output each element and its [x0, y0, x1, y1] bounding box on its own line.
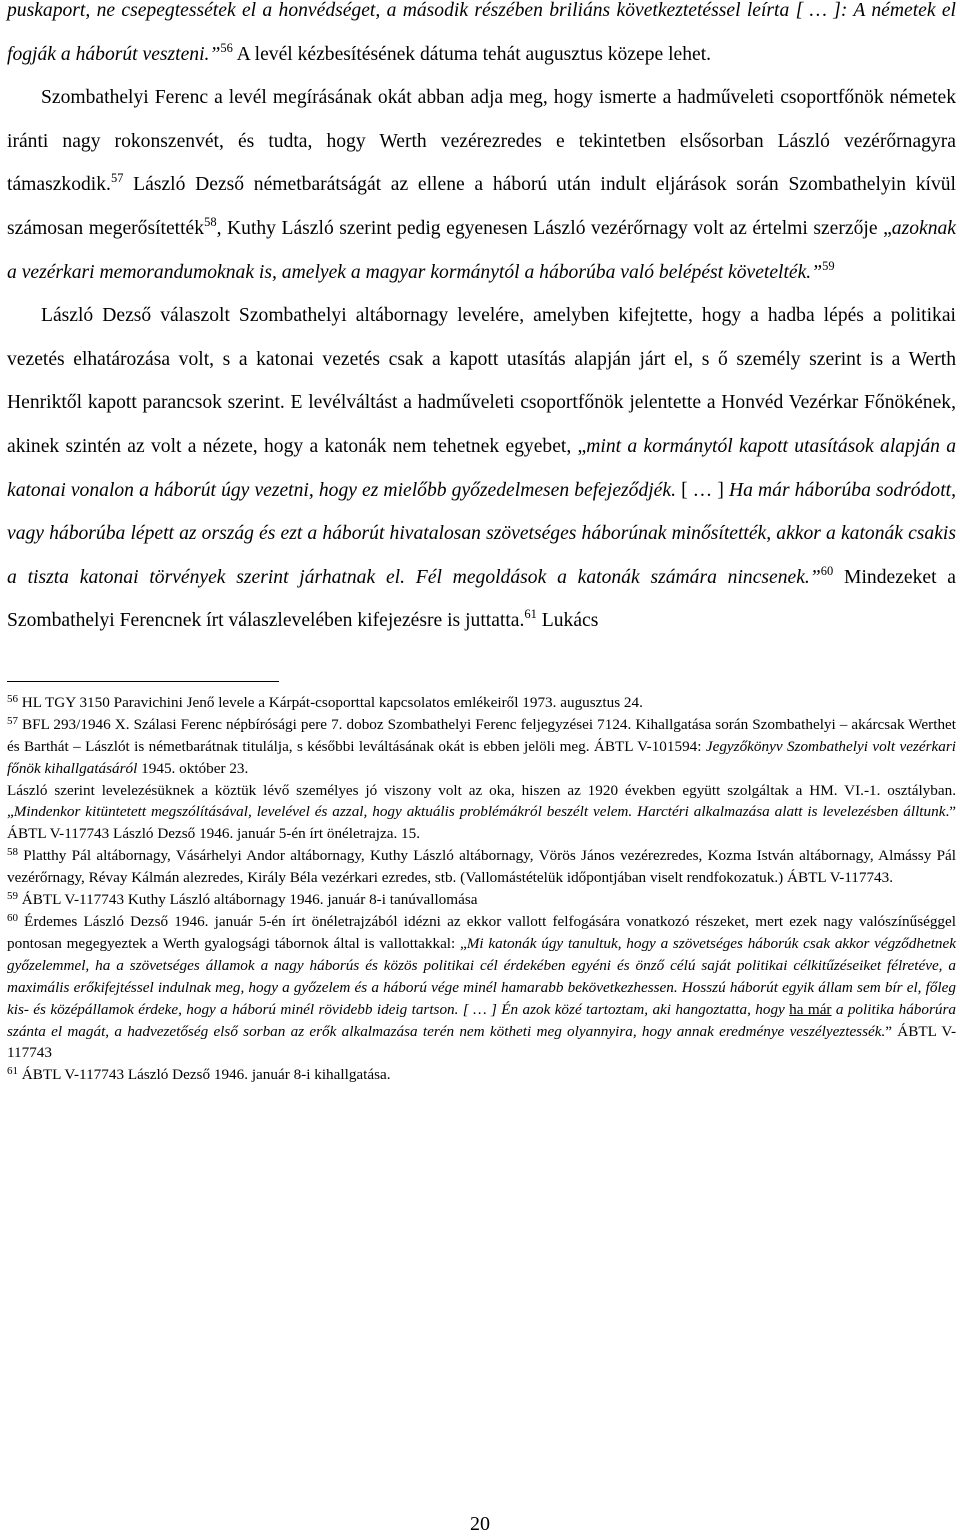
paragraph-2	[7, 76, 956, 294]
footnote-text: ÁBTL V-117743 László Dezső 1946. január 8-i kihallgatása.	[18, 1066, 391, 1084]
footnote-number: 61	[7, 1065, 18, 1078]
footnote-number: 59	[7, 890, 18, 903]
footnote-ref-60[interactable]: 60	[820, 563, 834, 578]
quote-text: Ha már háborúba sodródott, vagy háborúba lépett az ország és ezt a háborút hivatalosan szövetséges háborúnak minősítették, akkor a katonák csakis a tiszta katonai törvények szerint járhatnak el. Fél megoldások a katonák számára nincsenek.”	[7, 479, 956, 588]
footnote-57	[7, 714, 956, 780]
body-text-run: Mindezeket a Szombathelyi Ferencnek írt válaszlevelében kifejezésre is juttatta.	[7, 566, 957, 632]
body-text	[7, 0, 956, 643]
footnote-text: László szerint levelezésüknek a köztük lévő személyes jó viszony volt az oka, hiszen az 1920 években együtt szolgáltak a HM. VI.-1. osztályban. „	[7, 781, 956, 821]
footnote-text: Platthy Pál altábornagy, Vásárhelyi Andor altábornagy, Kuthy László altábornagy, Vörös János vezérezredes, Kozma István altábornagy, Almássy Pál vezérőrnagy, Révay Kálmán alezredes, Király Béla vezérkari ezredes, stb. (Vallomástételük időpontjában viselt rendfokozatuk.) ÁBTL V-117743.	[7, 847, 956, 887]
paragraph-1	[7, 0, 956, 76]
footnote-58	[7, 845, 956, 889]
body-text-run: László Dezső németbarátságát az ellene a háború után indult eljárások során Szombathelyin kívül számosan megerősítették	[7, 174, 956, 239]
footnote-ref-61[interactable]: 61	[524, 607, 537, 622]
body-text-run: Szombathelyi Ferenc a levél megírásának okát abban adja meg, hogy ismerte a hadműveleti csoportfőnök németek iránti nagy rokonszenvét, és tudta, hogy Werth vezérezredes e tekintetben elsősorban László vezérőrnagyra támaszkodik.	[7, 87, 956, 196]
footnote-57-continued	[7, 780, 956, 846]
footnote-text: 1945. október 23.	[137, 759, 249, 777]
footnote-title: Jegyzőkönyv Szombathelyi volt vezérkari főnök kihallgatásáról	[7, 737, 956, 777]
footnote-ref-56[interactable]: 56	[220, 40, 233, 55]
body-text-run: László Dezső válaszolt Szombathelyi altábornagy levelére, amelyben kifejtette, hogy a hadba lépés a politikai vezetés elhatározása volt, s a katonai vezetés csak a kapott utasítás alapján járt el, s ő személy szerint is a Werth Henriktől kapott parancsok szerint. E levélváltást a hadműveleti csoportfőnök jelentette a Honvéd Vezérkar Főnökének, akinek szintén az volt a nézete, hogy a katonák nem tehetnek egyebet, „	[7, 305, 956, 457]
body-text-run: , Kuthy László szerint pedig egyenesen László vezérőrnagy volt az értelmi szerzője „	[216, 217, 892, 239]
body-text-run: A levél kézbesítésének dátuma tehát augusztus közepe lehet.	[232, 43, 712, 65]
footnote-text: .” ÁBTL V-117743 László Dezső 1946. január 5-én írt önéletrajza. 15.	[7, 803, 956, 843]
footnote-59	[7, 889, 956, 911]
paragraph-3	[7, 294, 956, 643]
footnote-quote: a politika háborúra szánta el magát, a hadvezetőség első sorban az erők alkalmazása terén nem kötheti meg olyannyira, hogy annak eredménye veszélyeztessék.	[7, 1000, 956, 1040]
footnote-separator	[7, 681, 279, 682]
footnote-56	[7, 692, 956, 714]
quote-text: mint a kormánytól kapott utasítások alapján a katonai vonalon a háborút úgy vezetni, hogy ez mielőbb győzedelmesen befejeződjék.	[7, 435, 956, 501]
footnote-60	[7, 911, 956, 1064]
footnote-ref-59[interactable]: 59	[822, 258, 835, 273]
footnote-text: BFL 293/1946 X. Szálasi Ferenc népbírósági pere 7. doboz Szombathelyi Ferenc feljegyzései 7124. Kihallgatása során Szombathelyi – akárcsak Werthet és Barthát – Lászlót is németbarátnak titulálja, s későbbi leváltásának okát is ebben jelöli meg. ÁBTL V-101594:	[7, 715, 956, 755]
footnote-number: 57	[7, 714, 18, 727]
footnote-text: HL TGY 3150 Paravichini Jenő levele a Kárpát-csoporttal kapcsolatos emlékeiről 1973. augusztus 24.	[18, 693, 643, 711]
footnote-text: ” ÁBTL V-117743	[7, 1022, 956, 1062]
footnote-number: 60	[7, 911, 18, 924]
underlined-text: ha már	[789, 1000, 832, 1018]
footnote-ref-58[interactable]: 58	[204, 214, 217, 229]
footnote-text: Érdemes László Dezső 1946. január 5-én írt önéletrajzából idézni az ekkor vallott felfogására vonatkozó részeket, mert ezek nagy valószínűséggel pontosan megegyeztek a Werth gyalogsági tábornok által is vallottakkal: „	[7, 912, 956, 952]
page-number: 20	[470, 1513, 490, 1535]
footnote-quote: Mindenkor kitüntetett megszólításával, levelével és azzal, hogy aktuális problémákról beszélt velem. Harctéri alkalmazása alatt is levelezésben álltunk	[13, 803, 946, 821]
footnote-text: ÁBTL V-117743 Kuthy László altábornagy 1946. január 8-i tanúvallomása	[18, 891, 478, 909]
body-text-run: Lukács	[536, 610, 599, 632]
footnote-61	[7, 1064, 956, 1086]
footnote-number: 56	[7, 692, 18, 705]
footnotes	[7, 692, 956, 1086]
body-text-run: [ … ]	[675, 479, 729, 501]
quote-text: azoknak a vezérkari memorandumoknak is, amelyek a magyar kormánytól a háborúba való belépést követelték.”	[7, 217, 956, 283]
footnote-ref-57[interactable]: 57	[110, 171, 124, 186]
quote-text: puskaport, ne csepegtessétek el a honvédséget, a második részében briliáns következtetéssel leírta [ … ]: A németek el fogják a háborút veszteni.”	[7, 0, 956, 65]
footnote-number: 58	[7, 846, 18, 859]
footnote-quote: Mi katonák úgy tanultuk, hogy a szövetséges háborúk csak akkor végződhetnek győzelemmel, ha a szövetséges államok a nagy háborús és közös politikai cél érdekében egyéni és önző célú saját politikai célkitűzéseiket félretéve, a maximális erőkifejtéssel indulnak meg, hogy a győzelem és a háború vége minél hamarabb bekövetkezhessen. Hosszú háborút egyik állam sem bír el, főleg kis- és középállamok érdeke, hogy a háború minél rövidebb ideig tartson. [ … ] Én azok közé tartoztam, aki hangoztatta, hogy	[7, 934, 956, 1018]
